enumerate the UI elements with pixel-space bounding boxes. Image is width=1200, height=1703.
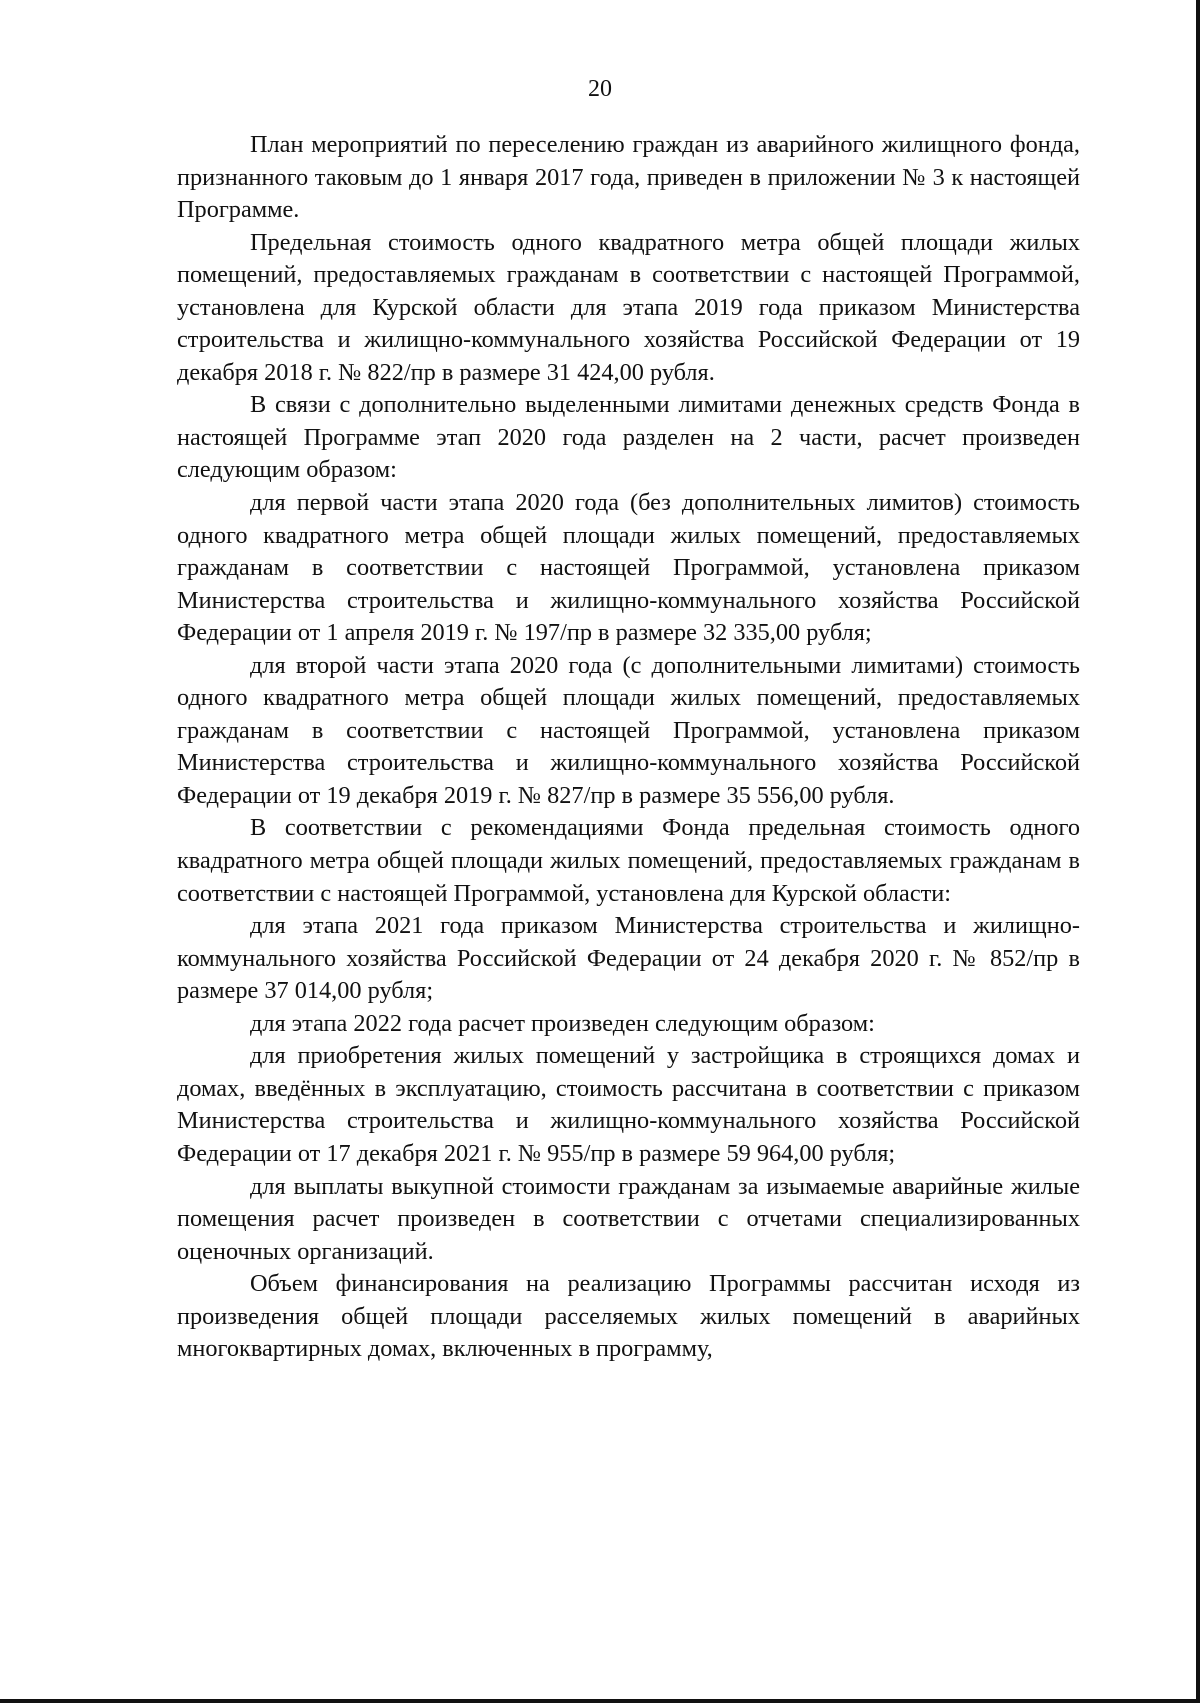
document-body xyxy=(177,129,1080,1366)
paragraph-stage-2022-buyout: для выплаты выкупной стоимости гражданам за изымаемые аварийные жилые помещения расчет произведен в соответствии с отчетами специализированных оценочных организаций. xyxy=(177,1172,1080,1265)
page-number: 20 xyxy=(588,76,612,102)
scan-border-right xyxy=(1196,0,1200,1703)
paragraph-stage-2021: для этапа 2021 года приказом Министерства строительства и жилищно-коммунального хозяйства Российской Федерации от 24 декабря 2020 г. № 852/пр в размере 37 014,00 рубля; xyxy=(177,912,1080,1005)
paragraph-stage-2020-part-1: для первой части этапа 2020 года (без дополнительных лимитов) стоимость одного квадратного метра общей площади жилых помещений, предоставляемых гражданам в соответствии с настоящей Программой, установлена приказом Министерства строительства и жилищно-коммунального хозяйства Российской Федерации от 1 апреля 2019 г. № 197/пр в размере 32 335,00 рубля; xyxy=(177,489,1080,647)
paragraph-stage-2020-split: В связи с дополнительно выделенными лимитами денежных средств Фонда в настоящей Программе этап 2020 года разделен на 2 части, расчет произведен следующим образом: xyxy=(177,391,1080,484)
paragraph-stage-2022-intro: для этапа 2022 года расчет произведен следующим образом: xyxy=(250,1009,875,1037)
paragraph-fund-recommendations: В соответствии с рекомендациями Фонда предельная стоимость одного квадратного метра общей площади жилых помещений, предоставляемых гражданам в соответствии с настоящей Программой, установлена для Курской области: xyxy=(177,814,1080,907)
scan-border-bottom xyxy=(0,1699,1200,1703)
paragraph-relocation-plan: План мероприятий по переселению граждан из аварийного жилищного фонда, признанного таковым до 1 января 2017 года, приведен в приложении № 3 к настоящей Программе. xyxy=(177,131,1080,224)
paragraph-stage-2022-developer: для приобретения жилых помещений у застройщика в строящихся домах и домах, введённых в эксплуатацию, стоимость рассчитана в соответствии с приказом Министерства строительства и жилищно-коммунального хозяйства Российской Федерации от 17 декабря 2021 г. № 955/пр в размере 59 964,00 рубля; xyxy=(177,1042,1080,1167)
paragraph-financing-volume: Объем финансирования на реализацию Программы рассчитан исходя из произведения общей площади расселяемых жилых помещений в аварийных многоквартирных домах, включенных в программу, xyxy=(177,1270,1080,1363)
paragraph-price-2019: Предельная стоимость одного квадратного метра общей площади жилых помещений, предоставляемых гражданам в соответствии с настоящей Программой, установлена для Курской области для этапа 2019 года приказом Министерства строительства и жилищно-коммунального хозяйства Российской Федерации от 19 декабря 2018 г. № 822/пр в размере 31 424,00 рубля. xyxy=(177,228,1080,386)
paragraph-stage-2020-part-2: для второй части этапа 2020 года (с дополнительными лимитами) стоимость одного квадратного метра общей площади жилых помещений, предоставляемых гражданам в соответствии с настоящей Программой, установлена приказом Министерства строительства и жилищно-коммунального хозяйства Российской Федерации от 19 декабря 2019 г. № 827/пр в размере 35 556,00 рубля. xyxy=(177,651,1080,809)
